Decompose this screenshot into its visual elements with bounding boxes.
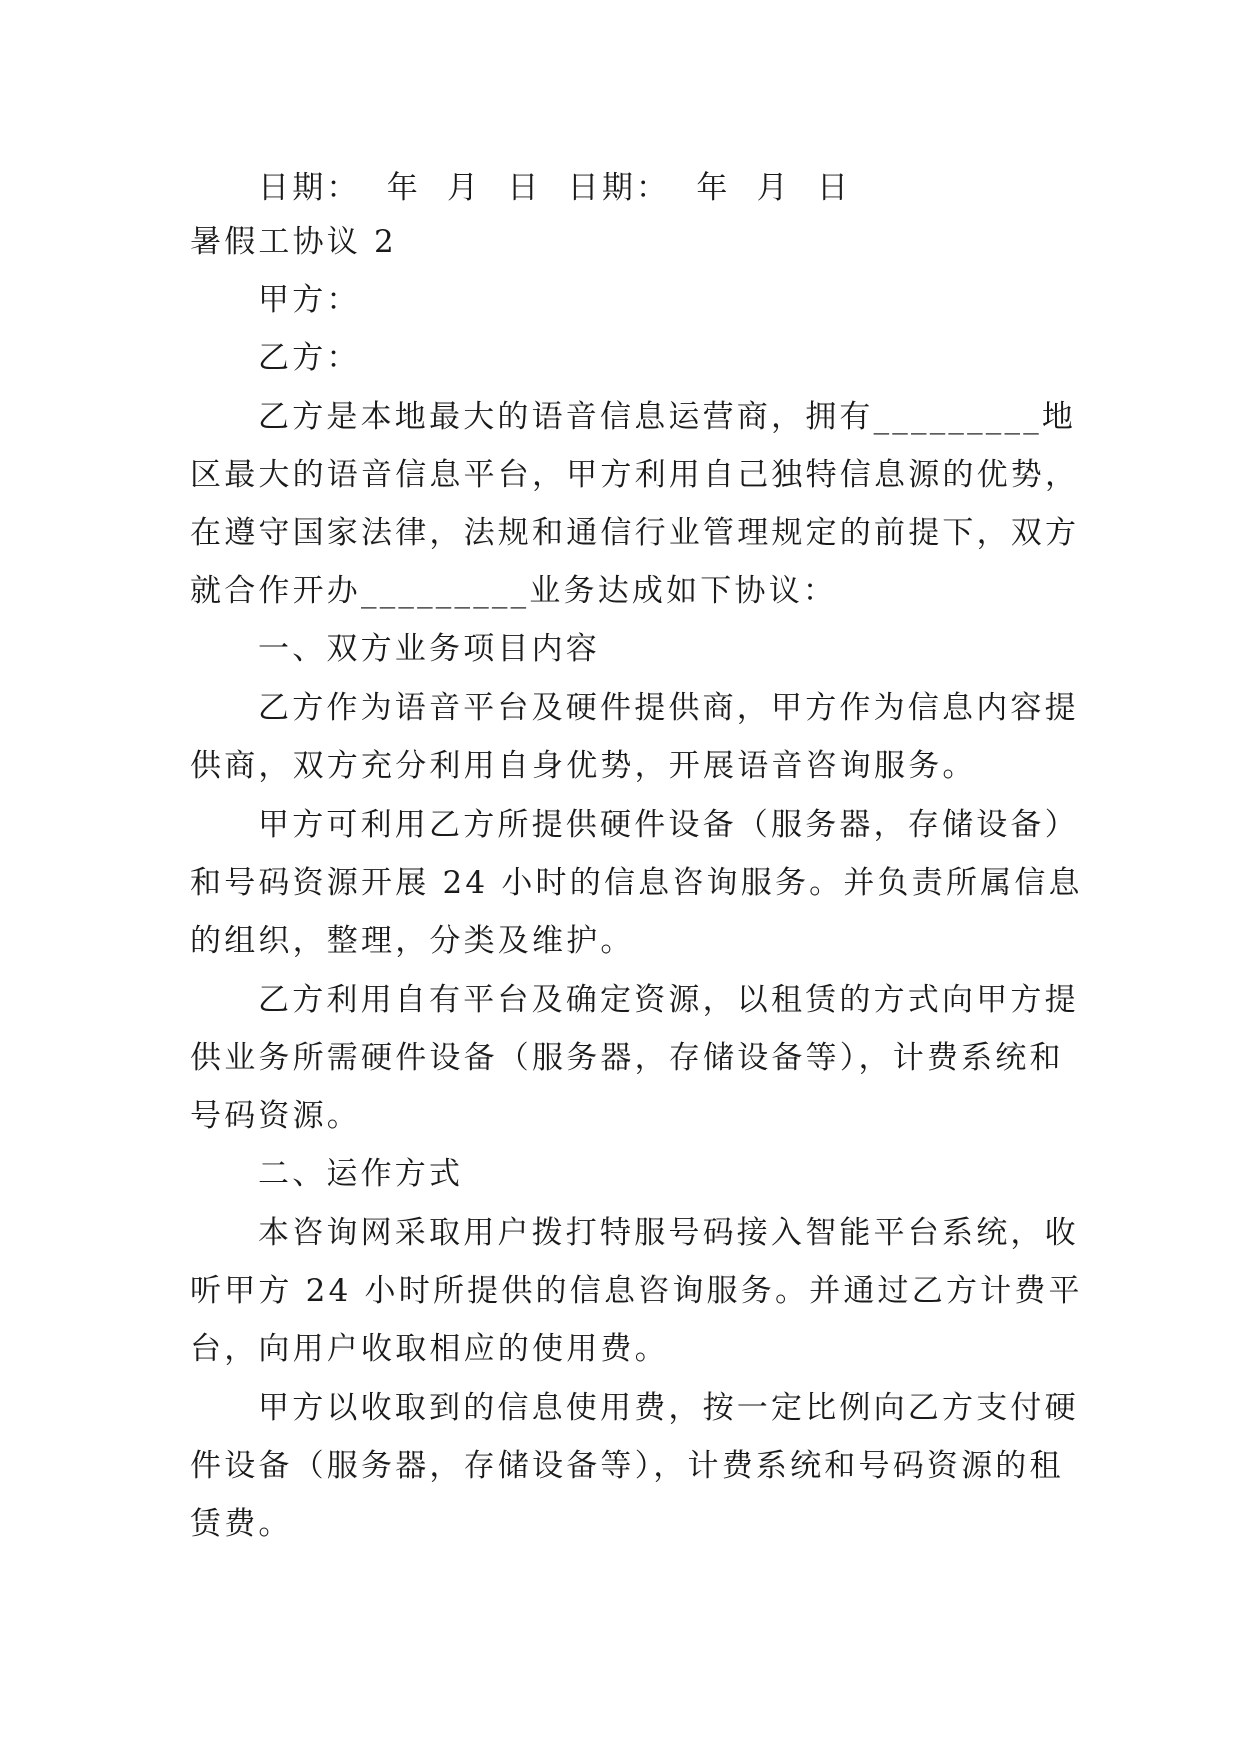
paragraph-line: 供业务所需硬件设备（服务器，存储设备等），计费系统和 bbox=[190, 1040, 1064, 1076]
section-heading: 二、运作方式 bbox=[258, 1156, 464, 1192]
paragraph-line: 本咨询网采取用户拨打特服号码接入智能平台系统，收 bbox=[258, 1215, 1079, 1251]
paragraph-line: 就合作开办_________业务达成如下协议： bbox=[190, 573, 838, 609]
paragraph-line: 在遵守国家法律，法规和通信行业管理规定的前提下，双方 bbox=[190, 515, 1080, 551]
paragraph-line: 听甲方 24 小时所提供的信息咨询服务。并通过乙方计费平 bbox=[190, 1273, 1083, 1309]
paragraph-line: 区最大的语音信息平台，甲方利用自己独特信息源的优势， bbox=[190, 457, 1080, 493]
section-heading: 一、双方业务项目内容 bbox=[258, 631, 600, 667]
party-a-label: 甲方： bbox=[258, 282, 361, 318]
document-title: 暑假工协议 2 bbox=[190, 224, 397, 260]
paragraph-line: 台，向用户收取相应的使用费。 bbox=[190, 1331, 669, 1367]
party-b-label: 乙方： bbox=[258, 340, 361, 376]
paragraph-line: 乙方利用自有平台及确定资源，以租赁的方式向甲方提 bbox=[258, 982, 1079, 1018]
date-line: 日期： 年 月 日 日期： 年 月 日 bbox=[258, 170, 852, 206]
paragraph-line: 号码资源。 bbox=[190, 1098, 361, 1134]
paragraph-line: 件设备（服务器，存储设备等），计费系统和号码资源的租 bbox=[190, 1448, 1064, 1484]
paragraph-line: 和号码资源开展 24 小时的信息咨询服务。并负责所属信息 bbox=[190, 865, 1083, 901]
paragraph-line: 甲方可利用乙方所提供硬件设备（服务器，存储设备） bbox=[258, 807, 1079, 843]
paragraph-line: 乙方是本地最大的语音信息运营商，拥有_________地 bbox=[258, 399, 1077, 435]
paragraph-line: 甲方以收取到的信息使用费，按一定比例向乙方支付硬 bbox=[258, 1390, 1079, 1426]
paragraph-line: 供商，双方充分利用自身优势，开展语音咨询服务。 bbox=[190, 748, 977, 784]
paragraph-line: 乙方作为语音平台及硬件提供商，甲方作为信息内容提 bbox=[258, 690, 1079, 726]
paragraph-line: 的组织，整理，分类及维护。 bbox=[190, 923, 635, 959]
paragraph-line: 赁费。 bbox=[190, 1506, 293, 1542]
